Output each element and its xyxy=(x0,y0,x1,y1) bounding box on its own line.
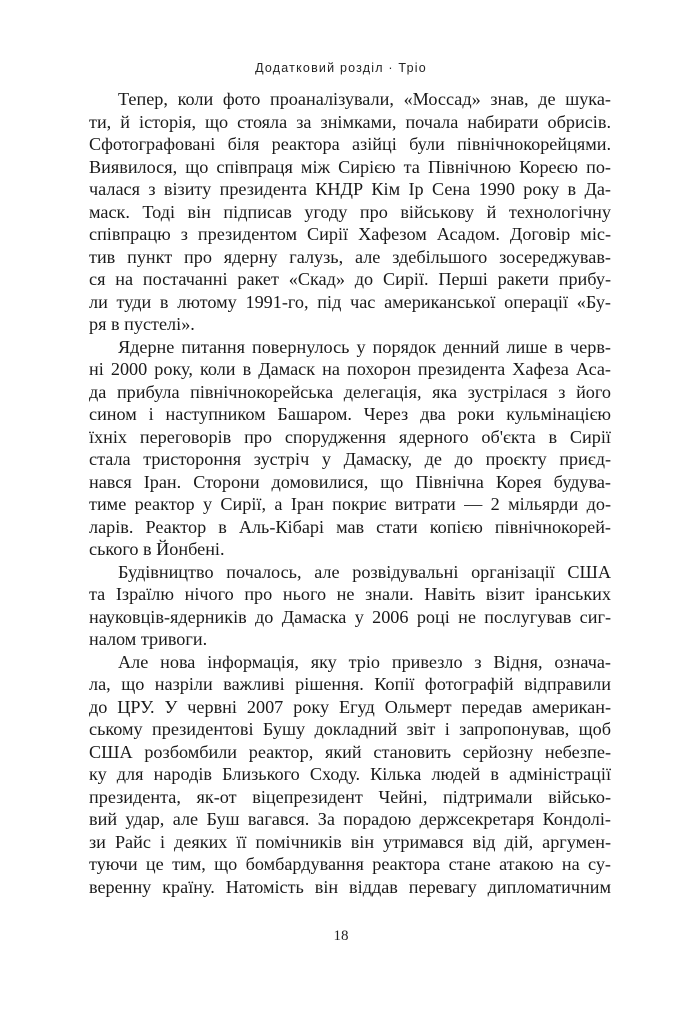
text-line: Будівництво почалось, але розвідувальні організації США xyxy=(118,561,611,582)
text-line: ла, що назріли важливі рішення. Копії фотографій відправили xyxy=(89,674,611,694)
paragraph xyxy=(89,336,611,561)
text-line: президента, як-от віцепрезидент Чейні, підтримали військо- xyxy=(89,786,611,807)
text-line: маск. Тоді він підписав угоду про військову й технологічну xyxy=(89,201,611,222)
text-line: веренну країну. Натомість він віддав перевагу дипломатичним xyxy=(89,876,611,897)
text-line: ського в Йонбені. xyxy=(89,539,225,559)
text-line: Виявилося, що співпраця між Сирією та Північною Кореєю по- xyxy=(89,156,611,177)
text-line: да прибула північнокорейська делегація, яка зустрілася з його xyxy=(89,381,611,402)
text-line: ку для народів Близького Сходу. Кілька людей в адміністрації xyxy=(89,764,611,784)
text-line: налом тривоги. xyxy=(89,629,208,649)
paragraph xyxy=(89,561,611,651)
text-line: співпрацю з президентом Сирії Хафезом Асадом. Договір міс- xyxy=(89,224,611,244)
text-line: Тепер, коли фото проаналізували, «Моссад» знав, де шука- xyxy=(118,89,611,109)
text-line: ли туди в лютому 1991-го, під час американської операції «Бу- xyxy=(89,291,611,312)
text-line: ларів. Реактор в Аль-Кібарі мав стати копією північнокорей- xyxy=(89,516,611,537)
text-line: США розбомбили реактор, який становить серйозну небезпе- xyxy=(89,741,611,762)
body-text xyxy=(89,88,611,898)
text-line: до ЦРУ. У червні 2007 року Егуд Ольмерт передав американ- xyxy=(89,696,611,717)
running-head: Додатковий розділ · Тріо xyxy=(255,61,427,75)
text-line: вий удар, але Буш вагався. За порадою держсекретаря Кондолі- xyxy=(89,809,611,829)
text-line: ся на постачанні ракет «Скад» до Сирії. Перші ракети прибу- xyxy=(89,269,611,289)
page-number: 18 xyxy=(333,928,349,944)
text-line: Але нова інформація, яку тріо привезло з Відня, означа- xyxy=(118,651,611,672)
text-line: туючи це тим, що бомбардування реактора стане атакою на су- xyxy=(89,854,611,874)
text-line: ському президентові Бушу докладний звіт і запропонував, щоб xyxy=(89,719,611,739)
text-line: тиме реактор у Сирії, а Іран покриє витрати — 2 мільярди до- xyxy=(89,494,611,514)
text-line: та Ізраїлю нічого про нього не знали. Навіть візит іранських xyxy=(89,584,611,604)
paragraph xyxy=(89,88,611,336)
text-line: ря в пустелі». xyxy=(89,314,195,334)
text-line: ти, й історія, що стояла за знімками, почала набирати обрисів. xyxy=(89,111,611,132)
text-line: науковців-ядерників до Дамаска у 2006 році не послугував сиг- xyxy=(89,606,611,627)
text-line: нався Іран. Сторони домовилися, що Північна Корея будува- xyxy=(89,471,611,492)
text-line: їхніх переговорів про спорудження ядерного об'єкта в Сирії xyxy=(89,426,611,447)
text-line: тив пункт про ядерну галузь, але здебільшого зосереджував- xyxy=(89,246,611,267)
text-line: Сфотографовані біля реактора азійці були північнокорейцями. xyxy=(89,134,611,154)
text-line: ні 2000 року, коли в Дамаск на похорон президента Хафеза Аса- xyxy=(89,359,611,379)
text-line: Ядерне питання повернулось у порядок денний лише в черв- xyxy=(118,336,611,357)
text-line: стала тристороння зустріч у Дамаску, де до проєкту приєд- xyxy=(89,449,611,469)
paragraph xyxy=(89,651,611,899)
text-line: сином і наступником Башаром. Через два роки кульмінацією xyxy=(89,404,611,424)
text-line: зи Райс і деяких її помічників він утримався від дій, аргумен- xyxy=(89,831,611,852)
text-line: чалася з візиту президента КНДР Кім Ір Сена 1990 року в Да- xyxy=(89,179,611,199)
